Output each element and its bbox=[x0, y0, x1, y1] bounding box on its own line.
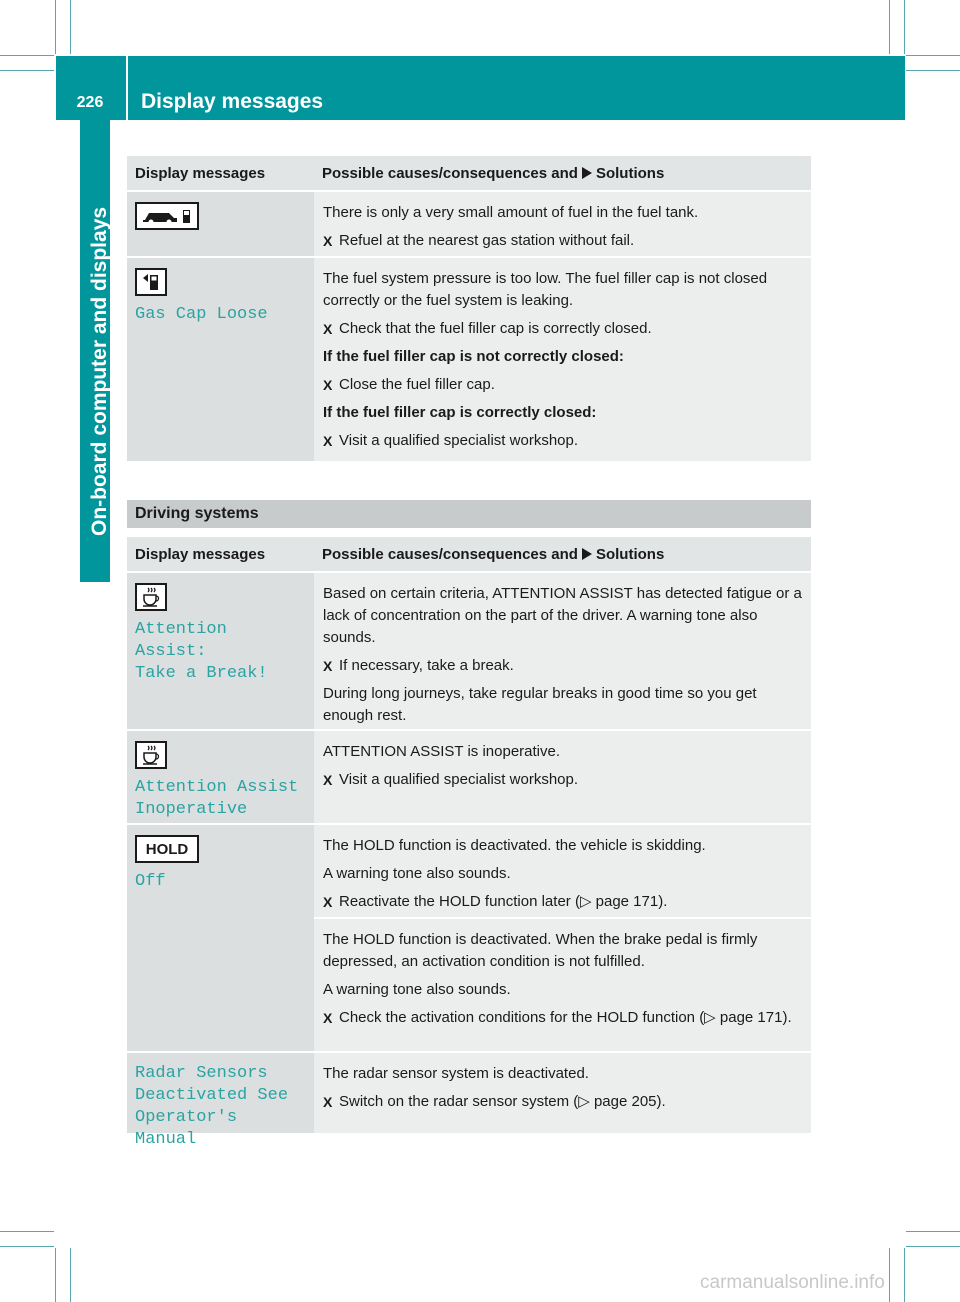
instruction-item: X Refuel at the nearest gas station without fail. bbox=[323, 230, 803, 252]
cause-text: The HOLD function is deactivated. When the brake pedal is firmly depressed, an activation condition is not fulfilled. bbox=[323, 931, 758, 970]
fuel-pump-icon bbox=[135, 268, 167, 296]
arrow-right-icon bbox=[582, 167, 592, 179]
cause-text: The fuel system pressure is too low. The fuel filler cap is not closed correctly or the fuel system is leaking. bbox=[323, 270, 768, 309]
table-row bbox=[127, 258, 811, 461]
crop-mark bbox=[906, 1246, 960, 1247]
crop-mark bbox=[0, 1231, 54, 1232]
solution-cell bbox=[314, 919, 811, 1051]
col-header-solutions-label: Solutions bbox=[595, 164, 665, 182]
coffee-cup-icon bbox=[135, 583, 167, 611]
col-header-messages: Display messages bbox=[135, 545, 266, 563]
col-header-solutions bbox=[314, 165, 811, 182]
solution-cell bbox=[314, 825, 811, 917]
condition-heading: If the fuel filler cap is not correctly closed: bbox=[323, 348, 624, 365]
table-row bbox=[127, 192, 811, 256]
table-header bbox=[127, 156, 811, 190]
instruction-item: X Close the fuel filler cap. bbox=[323, 374, 803, 396]
message-cell bbox=[127, 1053, 314, 1149]
cause-text: A warning tone also sounds. bbox=[323, 865, 511, 882]
message-cell bbox=[127, 258, 314, 461]
crop-mark bbox=[889, 1248, 890, 1302]
instruction-item: X Switch on the radar sensor system (▷ page 205). bbox=[323, 1091, 803, 1113]
messages-table-driving bbox=[127, 537, 811, 1149]
crop-mark bbox=[906, 55, 960, 56]
col-header-messages: Display messages bbox=[135, 164, 266, 182]
crop-mark bbox=[906, 70, 960, 71]
crop-mark bbox=[904, 1248, 905, 1302]
coffee-cup-icon bbox=[135, 741, 167, 769]
crop-mark bbox=[70, 1248, 71, 1302]
col-header-solutions bbox=[314, 546, 811, 563]
crop-mark bbox=[55, 0, 56, 54]
col-header-causes: Possible causes/consequences and bbox=[322, 164, 578, 182]
col-header-causes: Possible causes/consequences and bbox=[322, 545, 578, 563]
solution-cell bbox=[314, 258, 811, 461]
crop-mark bbox=[0, 70, 54, 71]
crop-mark bbox=[0, 1246, 54, 1247]
crop-mark bbox=[889, 0, 890, 54]
instruction-item: X Visit a qualified specialist workshop. bbox=[323, 430, 803, 452]
arrow-right-icon bbox=[582, 548, 592, 560]
crop-mark bbox=[70, 0, 71, 54]
solution-cell bbox=[314, 1053, 811, 1133]
crop-mark bbox=[0, 55, 54, 56]
instruction-item: X Visit a qualified specialist workshop. bbox=[323, 769, 803, 791]
car-fuel-icon bbox=[135, 202, 199, 230]
condition-heading: If the fuel filler cap is correctly closed: bbox=[323, 404, 597, 421]
crop-mark bbox=[904, 0, 905, 54]
solution-cell bbox=[314, 573, 811, 729]
message-cell bbox=[127, 573, 314, 729]
display-message: Attention Assist: Take a Break! bbox=[135, 620, 268, 683]
cause-text: There is only a very small amount of fuel in the fuel tank. bbox=[323, 204, 699, 221]
header-divider bbox=[126, 56, 128, 120]
crop-mark bbox=[906, 1231, 960, 1232]
display-message: Radar Sensors Deactivated See Operator's Manual bbox=[135, 1064, 289, 1149]
display-message: Gas Cap Loose bbox=[135, 305, 268, 324]
note-text: During long journeys, take regular breaks in good time so you get enough rest. bbox=[323, 685, 757, 724]
cause-text: Based on certain criteria, ATTENTION ASSIST has detected fatigue or a lack of concentration on the part of the driver. A warning tone also sounds. bbox=[323, 585, 802, 646]
messages-table-fuel bbox=[127, 156, 811, 463]
cause-text: ATTENTION ASSIST is inoperative. bbox=[323, 743, 561, 760]
instruction-item: X Check that the fuel filler cap is correctly closed. bbox=[323, 318, 803, 340]
table-row bbox=[127, 1053, 811, 1149]
crop-mark bbox=[55, 1248, 56, 1302]
cause-text: The HOLD function is deactivated. the vehicle is skidding. bbox=[323, 837, 706, 854]
instruction-item: X If necessary, take a break. bbox=[323, 655, 803, 677]
instruction-item: X Reactivate the HOLD function later (▷ page 171). bbox=[323, 891, 803, 913]
solution-cell bbox=[314, 731, 811, 823]
col-header-solutions-label: Solutions bbox=[595, 545, 665, 563]
section-title: Driving systems bbox=[127, 500, 811, 528]
message-cell bbox=[127, 731, 314, 823]
table-row bbox=[127, 825, 811, 1051]
display-message: Attention Assist Inoperative bbox=[135, 778, 299, 819]
table-header bbox=[127, 537, 811, 571]
page-title: Display messages bbox=[141, 90, 324, 113]
table-row bbox=[127, 731, 811, 823]
message-cell bbox=[127, 192, 314, 256]
instruction-item: X Check the activation conditions for the HOLD function (▷ page 171). bbox=[323, 1007, 803, 1029]
hold-icon: HOLD bbox=[135, 835, 199, 863]
table-row bbox=[127, 573, 811, 729]
cause-text: A warning tone also sounds. bbox=[323, 981, 511, 998]
page-number: 226 bbox=[76, 94, 104, 111]
cause-text: The radar sensor system is deactivated. bbox=[323, 1065, 589, 1082]
watermark: carmanualsonline.info bbox=[700, 1272, 885, 1293]
message-cell bbox=[127, 825, 314, 1051]
side-tab-label: On-board computer and displays bbox=[88, 206, 111, 536]
solution-group bbox=[314, 825, 811, 1051]
solution-cell bbox=[314, 192, 811, 256]
display-message: Off bbox=[135, 872, 166, 891]
